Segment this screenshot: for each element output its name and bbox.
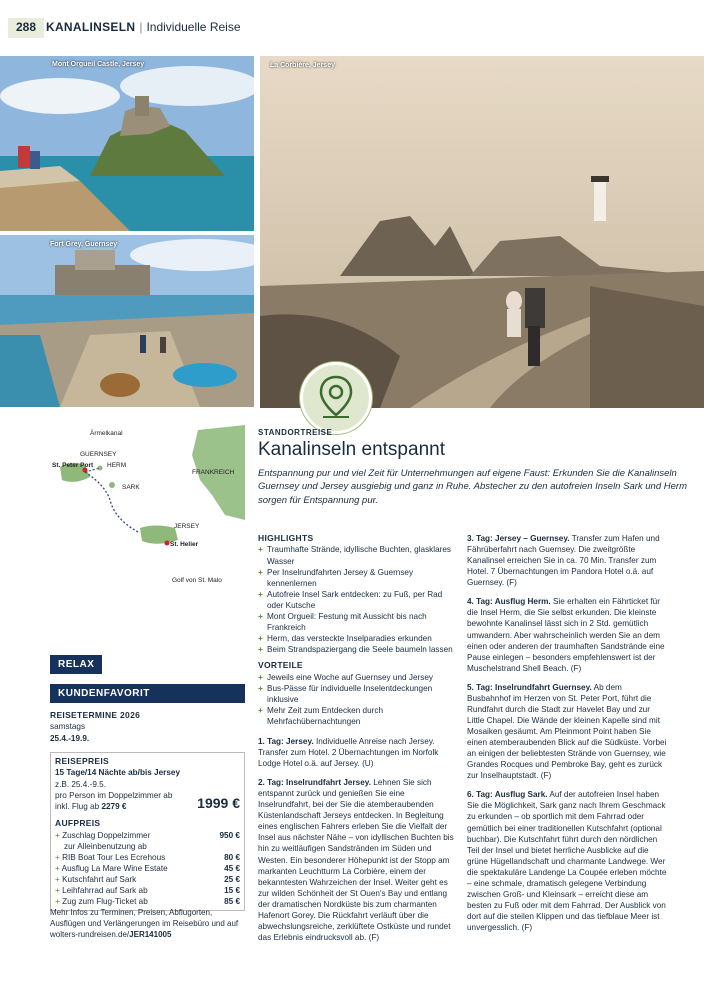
price-duration: 15 Tage/14 Nächte ab/bis Jersey	[55, 768, 181, 778]
list-item: + Per Inselrundfahrten Jersey & Guernsey kennenlernen	[258, 567, 454, 589]
running-header	[46, 20, 241, 36]
surcharge-row: + Leihfahrrad auf Sark ab 15 €	[55, 886, 240, 896]
day-5	[467, 682, 667, 782]
surcharge-price: 950 €	[219, 830, 240, 840]
header-separator: |	[139, 20, 143, 34]
lighthouse-photo-image	[260, 56, 704, 408]
day-2	[258, 777, 454, 943]
surcharge-row: + Zug zum Flug-Ticket ab 85 €	[55, 897, 240, 907]
location-stamp-icon	[300, 362, 372, 434]
price-per-person: pro Person im Doppelzimmer ab	[55, 790, 173, 800]
middle-column	[258, 533, 454, 951]
section-title: KANALINSELN	[46, 20, 136, 34]
surcharge-price: 45 €	[224, 864, 240, 874]
caption-photo1: Mont Orgueil Castle, Jersey	[52, 61, 145, 68]
fort-photo-image	[0, 235, 254, 407]
travel-dates	[50, 710, 245, 744]
map-label-guernsey: GUERNSEY	[80, 451, 117, 458]
price-heading: REISEPREIS	[55, 756, 110, 766]
map-label-st-peter-port: St. Peter Port	[52, 462, 94, 469]
list-item: + Herm, das versteckte Inselparadies erkunden	[258, 633, 454, 644]
surcharge-row: + Zuschlag Doppelzimmer zur Alleinbenutzung ab 950 €	[55, 830, 240, 852]
dates-days: samstags	[50, 722, 86, 732]
badge-favorite: KUNDENFAVORIT	[50, 684, 245, 703]
day-6	[467, 789, 667, 933]
more-info-note	[50, 908, 245, 940]
surcharge-price: 15 €	[224, 886, 240, 896]
map-label-sark: SARK	[122, 484, 140, 491]
surcharge-label: Kutschfahrt auf Sark	[62, 875, 137, 885]
day-title: 4. Tag: Ausflug Herm.	[467, 597, 551, 607]
surcharge-heading: AUFPREIS	[55, 818, 101, 829]
photo-la-corbiere	[260, 56, 704, 408]
page-number: 288	[8, 18, 44, 38]
surcharge-label-2: zur Alleinbenutzung ab	[64, 842, 147, 852]
price-main: 1999 €	[197, 794, 240, 811]
day-title: 3. Tag: Jersey – Guernsey.	[467, 534, 570, 543]
section-subtitle: Individuelle Reise	[146, 20, 241, 34]
price-box	[50, 752, 245, 911]
day-text: Ab dem Busbahnhof im Herzen von St. Peter Port, führt die Rundfahrt durch die Stadt zur Havelet Bay und zur Little Chapel. Die Wände der kleinen Kapelle sind mit Mosaiken gesäumt. Am Pleinmont Point haben Sie einen atemberaubenden Blick auf die Südküste. Vorbei an einigen der beliebtesten Strände von Guernsey, wie Grandes Rocques und Pembroke Bay, geht es zurück zur Inselhauptstadt. (F)	[467, 682, 667, 781]
surcharge-row: + RIB Boat Tour Les Ecrehous 80 €	[55, 853, 240, 863]
advantages-heading: VORTEILE	[258, 660, 303, 671]
tour-code: JER141005	[129, 929, 172, 939]
list-item: + Jeweils eine Woche auf Guernsey und Jersey	[258, 672, 454, 683]
photo-mont-orgueil	[0, 56, 254, 231]
price-incl-flight: 2279 €	[101, 801, 127, 811]
surcharge-label: RIB Boat Tour Les Ecrehous	[62, 853, 166, 863]
map-label-channel: Ärmelkanal	[90, 430, 123, 437]
surcharge-label: Zug zum Flug-Ticket ab	[62, 897, 148, 907]
dates-range: 25.4.-19.9.	[50, 733, 90, 743]
day-text: Transfer zum Hafen und Fährüberfahrt nach Guernsey. Die zweitgrößte Kanalinsel erreichen Sie in ca. 70 Min. Transfer zum Hotel. 7 Übernachtungen im Pandora Hotel o.ä. auf Guernsey. (F)	[467, 534, 660, 588]
map-illustration	[40, 425, 245, 595]
price-example-date: z.B. 25.4.-9.5.	[55, 779, 106, 789]
map-label-france: FRANKREICH	[192, 469, 235, 476]
day-title: 1. Tag: Jersey.	[258, 736, 314, 746]
surcharge-list	[55, 830, 240, 907]
list-item: + Traumhafte Strände, idyllische Buchten, glasklares Wasser	[258, 544, 454, 566]
dates-heading: REISETERMINE 2026	[50, 710, 141, 720]
map-pin-icon	[303, 365, 369, 431]
surcharge-label: Leihfahrrad auf Sark ab	[62, 886, 148, 896]
day-3	[467, 533, 667, 588]
surcharge-row: + Ausflug La Mare Wine Estate 45 €	[55, 864, 240, 874]
map-label-st-helier: St. Helier	[170, 541, 199, 548]
advantages-list	[258, 672, 454, 727]
highlights-heading: HIGHLIGHTS	[258, 533, 314, 543]
surcharge-label: Ausflug La Mare Wine Estate	[61, 864, 168, 874]
caption-photo2: Fort Grey, Guernsey	[50, 241, 118, 248]
map-label-herm: HERM	[107, 462, 127, 469]
map-label-gulf: Golf von St. Malo	[172, 577, 222, 584]
list-item: + Beim Strandspaziergang die Seele baumeln lassen	[258, 644, 454, 655]
highlights-list	[258, 544, 454, 655]
caption-photo3: La Corbière, Jersey	[270, 62, 335, 69]
day-title: 6. Tag: Ausflug Sark.	[467, 790, 548, 800]
price-incl-flight-label: inkl. Flug ab	[55, 801, 100, 811]
right-column	[467, 533, 667, 941]
photo-fort-grey	[0, 235, 254, 407]
list-item: + Autofreie Insel Sark entdecken: zu Fuß, per Rad oder Kutsche	[258, 589, 454, 611]
list-item: + Mehr Zeit zum Entdecken durch Mehrfachübernachtungen	[258, 705, 454, 727]
surcharge-price: 25 €	[224, 875, 240, 885]
surcharge-label: Zuschlag Doppelzimmer	[62, 830, 151, 840]
day-title: 5. Tag: Inselrundfahrt Guernsey.	[467, 682, 592, 692]
day-title: 2. Tag: Inselrundfahrt Jersey.	[258, 778, 371, 788]
surcharge-price: 80 €	[224, 853, 240, 863]
tour-category: STANDORTREISE	[258, 428, 333, 437]
day-1	[258, 736, 454, 769]
day-text: Sie erhalten ein Fährticket für die Insel Herm, die Sie selbst erkunden. Die kleinste bewohnte Kanalinsel lässt sich in 2 Std. gemütlich umwandern. Aber wahrscheinlich werden Sie an dem einen oder anderen der traumhaften Sandstrände eine Pause einlegen – besonders empfehlenswert ist der Muschelstrand Shell Beach. (F)	[467, 597, 665, 673]
surcharge-row: + Kutschfahrt auf Sark 25 €	[55, 875, 240, 885]
badge-relax: RELAX	[50, 655, 102, 674]
surcharge-price: 85 €	[224, 897, 240, 907]
day-text: Lehnen Sie sich entspannt zurück und genießen Sie eine Inselrundfahrt, bei der Sie die atemberaubenden Küstenlandschaft Jerseys entdecken. In Begleitung eines englischen Fahrers erleben Sie die Vielfalt der Insel aus nächster Nähe – von idyllischen Buchten bis hin zu weitläufigen Sandstränden im Süden und Westen. Ein besonderer Höhepunkt ist der Stopp am markanten Leuchtturm La Corbière, einem der bekanntesten Wahrzeichen der Insel. Weiter geht es zur wilden Schönheit der St Ouen's Bay und entlang der dramatischen Nordküste bis zum charmanten Hafenort Gorey. Die Rückfahrt verläuft über die abwechslungsreiche, zerklüftete Ostküste und rundet das Erlebnis eindrucksvoll ab. (F)	[258, 778, 454, 942]
more-info-text: Mehr Infos zu Terminen, Preisen, Abflugorten, Ausflügen und Verlängerungen im Reisebüro und auf wolters-rundreisen.de/	[50, 908, 239, 939]
list-item: + Mont Orgueil: Festung mit Aussicht bis nach Frankreich	[258, 611, 454, 633]
tour-title: Kanalinseln entspannt	[258, 439, 445, 460]
tour-intro: Entspannung pur und viel Zeit für Unternehmungen auf eigene Faust: Erkunden Sie die Kanalinseln Guernsey und Jersey ausgiebig und ganz in Ruhe. Abstecher zu den autofreien Inseln Sark und Herm sorgen für Entspannung pur.	[258, 468, 687, 506]
day-text: Auf der autofreien Insel haben Sie die Möglichkeit, Sark ganz nach Ihrem Geschmack zu erkunden – ob sportlich mit dem Fahrrad oder gemütlich bei einer traditionellen Kutschfahrt (optional buchbar). Die Kutschfahrt führt durch den nördlichen Teil der Insel und bietet herrliche Ausblicke auf die grüne Hügellandschaft und charmante Landwege. Wer die spektakuläre Landenge La Coupée erleben möchte – eine schmale, dramatisch gelegene Verbindung zwischen Groß- und Kleinsark – erreicht diese am besten zu Fuß oder mit dem Fahrrad. Der Ausblick von dort auf die steilen Klippen und das tiefblaue Meer ist unvergesslich. (F)	[467, 790, 667, 933]
day-text: Individuelle Anreise nach Jersey. Transfer zum Hotel. 2 Übernachtungen im Norfolk Lodge Hotel o.ä. auf Jersey. (U)	[258, 736, 439, 768]
map-label-jersey: JERSEY	[174, 523, 200, 530]
day-4	[467, 596, 667, 673]
list-item: + Bus-Pässe für individuelle Inselentdeckungen inklusive	[258, 683, 454, 705]
castle-photo-image	[0, 56, 254, 231]
map-channel-islands	[40, 425, 245, 595]
